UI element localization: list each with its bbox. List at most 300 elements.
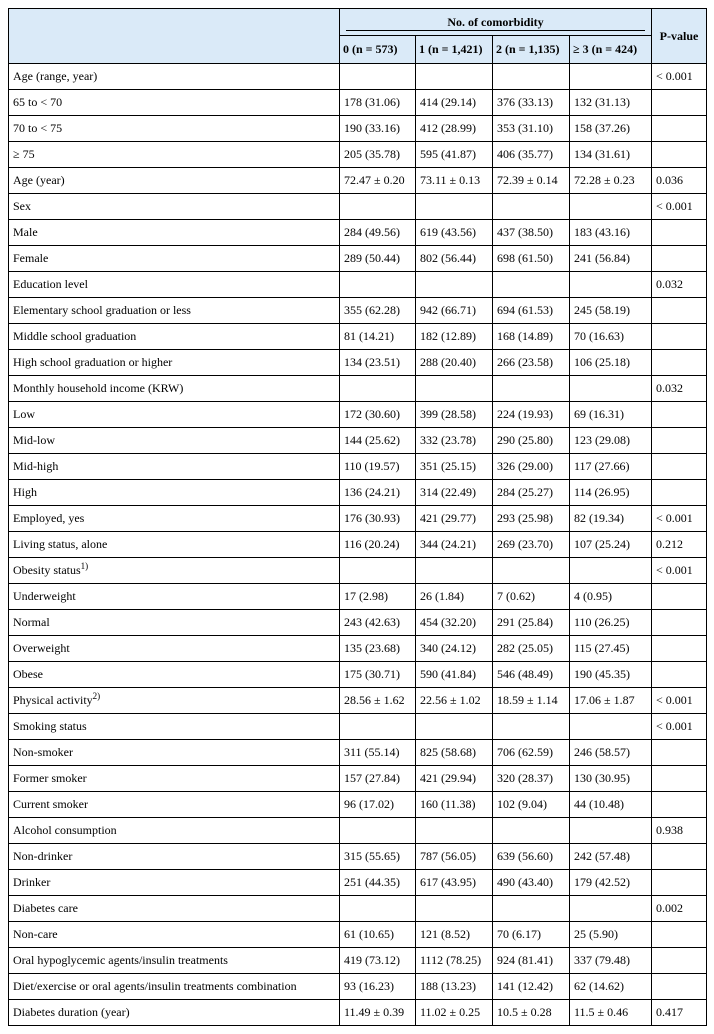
value-cell: 82 (19.34) <box>570 506 652 532</box>
value-cell: 22.56 ± 1.02 <box>416 688 493 714</box>
pvalue-cell <box>652 142 707 168</box>
value-cell: 93 (16.23) <box>340 974 416 1000</box>
value-cell: 176 (30.93) <box>340 506 416 532</box>
value-cell <box>416 558 493 584</box>
pvalue-cell <box>652 922 707 948</box>
row-label: Smoking status <box>13 719 87 733</box>
pvalue-cell <box>652 792 707 818</box>
pvalue-cell: 0.212 <box>652 532 707 558</box>
value-cell: 421 (29.94) <box>416 766 493 792</box>
value-cell: 72.28 ± 0.23 <box>570 168 652 194</box>
value-cell: 115 (27.45) <box>570 636 652 662</box>
value-cell <box>416 194 493 220</box>
value-cell: 251 (44.35) <box>340 870 416 896</box>
table-row <box>9 376 707 402</box>
row-label-cell <box>9 168 340 194</box>
row-label-cell <box>9 662 340 688</box>
value-cell: 183 (43.16) <box>570 220 652 246</box>
group-underline <box>346 30 645 31</box>
row-label: Oral hypoglycemic agents/insulin treatments <box>13 953 228 967</box>
pvalue-cell: 0.036 <box>652 168 707 194</box>
row-label-cell <box>9 246 340 272</box>
value-cell: 141 (12.42) <box>493 974 570 1000</box>
pvalue-cell <box>652 90 707 116</box>
value-cell: 293 (25.98) <box>493 506 570 532</box>
value-cell: 224 (19.93) <box>493 402 570 428</box>
value-cell: 172 (30.60) <box>340 402 416 428</box>
value-cell: 1112 (78.25) <box>416 948 493 974</box>
value-cell: 337 (79.48) <box>570 948 652 974</box>
value-cell: 546 (48.49) <box>493 662 570 688</box>
value-cell <box>570 558 652 584</box>
value-cell: 7 (0.62) <box>493 584 570 610</box>
value-cell: 282 (25.05) <box>493 636 570 662</box>
value-cell: 134 (23.51) <box>340 350 416 376</box>
value-cell: 802 (56.44) <box>416 246 493 272</box>
footnote-marker: 2) <box>92 691 101 701</box>
value-cell: 590 (41.84) <box>416 662 493 688</box>
row-label-cell <box>9 142 340 168</box>
row-label: Age (range, year) <box>13 69 98 83</box>
value-cell: 454 (32.20) <box>416 610 493 636</box>
row-label-cell <box>9 90 340 116</box>
value-cell: 10.5 ± 0.28 <box>493 1000 570 1026</box>
value-cell: 419 (73.12) <box>340 948 416 974</box>
table-row <box>9 246 707 272</box>
row-label-cell <box>9 194 340 220</box>
pvalue-cell <box>652 636 707 662</box>
row-label-cell <box>9 896 340 922</box>
value-cell: 314 (22.49) <box>416 480 493 506</box>
value-cell: 245 (58.19) <box>570 298 652 324</box>
value-cell: 110 (19.57) <box>340 454 416 480</box>
value-cell: 437 (38.50) <box>493 220 570 246</box>
column-header-3-plus: ≥ 3 (n = 424) <box>570 36 652 64</box>
value-cell: 175 (30.71) <box>340 662 416 688</box>
row-label: Alcohol consumption <box>13 823 117 837</box>
table-row <box>9 402 707 428</box>
row-label-cell <box>9 740 340 766</box>
row-label-cell <box>9 818 340 844</box>
value-cell: 182 (12.89) <box>416 324 493 350</box>
value-cell: 414 (29.14) <box>416 90 493 116</box>
pvalue-cell <box>652 324 707 350</box>
value-cell: 160 (11.38) <box>416 792 493 818</box>
value-cell: 332 (23.78) <box>416 428 493 454</box>
value-cell: 168 (14.89) <box>493 324 570 350</box>
row-label: Obesity status <box>13 563 81 577</box>
pvalue-cell <box>652 116 707 142</box>
value-cell <box>416 376 493 402</box>
row-label-cell <box>9 298 340 324</box>
value-cell: 706 (62.59) <box>493 740 570 766</box>
value-cell: 70 (6.17) <box>493 922 570 948</box>
value-cell: 106 (25.18) <box>570 350 652 376</box>
value-cell: 639 (56.60) <box>493 844 570 870</box>
row-label-cell <box>9 584 340 610</box>
table-row <box>9 272 707 298</box>
value-cell: 110 (26.25) <box>570 610 652 636</box>
value-cell: 344 (24.21) <box>416 532 493 558</box>
table-row <box>9 740 707 766</box>
value-cell: 595 (41.87) <box>416 142 493 168</box>
row-label-cell <box>9 506 340 532</box>
value-cell: 924 (81.41) <box>493 948 570 974</box>
value-cell: 284 (25.27) <box>493 480 570 506</box>
value-cell: 698 (61.50) <box>493 246 570 272</box>
value-cell <box>416 818 493 844</box>
row-label: ≥ 75 <box>13 147 35 161</box>
value-cell <box>416 896 493 922</box>
value-cell: 242 (57.48) <box>570 844 652 870</box>
value-cell: 289 (50.44) <box>340 246 416 272</box>
table-row <box>9 428 707 454</box>
table-row <box>9 142 707 168</box>
row-label: Non-drinker <box>13 849 73 863</box>
row-label-cell <box>9 454 340 480</box>
pvalue-cell <box>652 298 707 324</box>
table-row <box>9 350 707 376</box>
pvalue-cell: < 0.001 <box>652 64 707 90</box>
value-cell: 694 (61.53) <box>493 298 570 324</box>
header-row-group <box>9 9 707 36</box>
value-cell: 132 (31.13) <box>570 90 652 116</box>
row-label: Normal <box>13 615 50 629</box>
table-row <box>9 974 707 1000</box>
value-cell: 17.06 ± 1.87 <box>570 688 652 714</box>
value-cell: 72.39 ± 0.14 <box>493 168 570 194</box>
row-label: Mid-low <box>13 433 55 447</box>
value-cell <box>493 194 570 220</box>
value-cell: 355 (62.28) <box>340 298 416 324</box>
value-cell: 96 (17.02) <box>340 792 416 818</box>
value-cell: 4 (0.95) <box>570 584 652 610</box>
comorbidity-group-header <box>340 9 652 36</box>
pvalue-cell <box>652 220 707 246</box>
pvalue-cell <box>652 948 707 974</box>
value-cell: 490 (43.40) <box>493 870 570 896</box>
table-row <box>9 480 707 506</box>
table-row <box>9 506 707 532</box>
value-cell: 311 (55.14) <box>340 740 416 766</box>
pvalue-cell: < 0.001 <box>652 506 707 532</box>
value-cell: 134 (31.61) <box>570 142 652 168</box>
value-cell: 619 (43.56) <box>416 220 493 246</box>
row-label: Current smoker <box>13 797 88 811</box>
value-cell <box>493 896 570 922</box>
table-row <box>9 116 707 142</box>
value-cell <box>493 818 570 844</box>
row-label-cell <box>9 844 340 870</box>
footnote-marker: 1) <box>80 561 89 571</box>
value-cell: 326 (29.00) <box>493 454 570 480</box>
value-cell: 11.5 ± 0.46 <box>570 1000 652 1026</box>
pvalue-cell <box>652 480 707 506</box>
row-label-cell <box>9 974 340 1000</box>
value-cell: 135 (23.68) <box>340 636 416 662</box>
pvalue-cell <box>652 662 707 688</box>
table-row <box>9 792 707 818</box>
row-label: High school graduation or higher <box>13 355 173 369</box>
value-cell: 117 (27.66) <box>570 454 652 480</box>
value-cell: 157 (27.84) <box>340 766 416 792</box>
row-label: Diabetes care <box>13 901 78 915</box>
value-cell: 412 (28.99) <box>416 116 493 142</box>
row-label: Non-smoker <box>13 745 73 759</box>
value-cell <box>340 376 416 402</box>
row-label: Sex <box>13 199 31 213</box>
row-label-cell <box>9 636 340 662</box>
pvalue-cell <box>652 246 707 272</box>
value-cell <box>340 896 416 922</box>
row-label: Low <box>13 407 35 421</box>
pvalue-cell: 0.002 <box>652 896 707 922</box>
pvalue-cell: 0.032 <box>652 376 707 402</box>
value-cell: 288 (20.40) <box>416 350 493 376</box>
value-cell <box>570 194 652 220</box>
row-label-cell <box>9 792 340 818</box>
value-cell: 190 (45.35) <box>570 662 652 688</box>
table-row <box>9 688 707 714</box>
value-cell: 44 (10.48) <box>570 792 652 818</box>
value-cell <box>416 714 493 740</box>
value-cell: 243 (42.63) <box>340 610 416 636</box>
table-row <box>9 532 707 558</box>
table-row <box>9 636 707 662</box>
column-header-0: 0 (n = 573) <box>340 36 416 64</box>
pvalue-cell <box>652 766 707 792</box>
pvalue-cell: < 0.001 <box>652 688 707 714</box>
value-cell <box>340 272 416 298</box>
value-cell: 18.59 ± 1.14 <box>493 688 570 714</box>
row-label-cell <box>9 610 340 636</box>
row-label: Overweight <box>13 641 70 655</box>
pvalue-cell <box>652 740 707 766</box>
row-label: Monthly household income (KRW) <box>13 381 184 395</box>
row-label-cell <box>9 428 340 454</box>
table-row <box>9 922 707 948</box>
column-header-2: 2 (n = 1,135) <box>493 36 570 64</box>
value-cell: 144 (25.62) <box>340 428 416 454</box>
value-cell: 158 (37.26) <box>570 116 652 142</box>
table-row <box>9 584 707 610</box>
column-header-1: 1 (n = 1,421) <box>416 36 493 64</box>
value-cell: 26 (1.84) <box>416 584 493 610</box>
pvalue-cell <box>652 428 707 454</box>
value-cell: 121 (8.52) <box>416 922 493 948</box>
row-label: Living status, alone <box>13 537 108 551</box>
pvalue-cell: < 0.001 <box>652 194 707 220</box>
pvalue-cell <box>652 402 707 428</box>
value-cell <box>340 558 416 584</box>
row-label-cell <box>9 220 340 246</box>
value-cell <box>340 818 416 844</box>
row-label: Physical activity <box>13 693 93 707</box>
value-cell <box>570 714 652 740</box>
value-cell: 114 (26.95) <box>570 480 652 506</box>
row-label-cell <box>9 558 340 584</box>
value-cell: 205 (35.78) <box>340 142 416 168</box>
value-cell: 179 (42.52) <box>570 870 652 896</box>
row-label-cell <box>9 948 340 974</box>
row-label: 65 to < 70 <box>13 95 63 109</box>
value-cell <box>416 272 493 298</box>
pvalue-header: P-value <box>652 9 707 64</box>
value-cell: 73.11 ± 0.13 <box>416 168 493 194</box>
value-cell: 107 (25.24) <box>570 532 652 558</box>
value-cell: 617 (43.95) <box>416 870 493 896</box>
value-cell: 81 (14.21) <box>340 324 416 350</box>
value-cell: 123 (29.08) <box>570 428 652 454</box>
table-row <box>9 168 707 194</box>
row-label: 70 to < 75 <box>13 121 63 135</box>
value-cell: 269 (23.70) <box>493 532 570 558</box>
row-label: Male <box>13 225 38 239</box>
value-cell <box>570 818 652 844</box>
value-cell: 116 (20.24) <box>340 532 416 558</box>
table-row <box>9 662 707 688</box>
value-cell: 11.02 ± 0.25 <box>416 1000 493 1026</box>
row-label-cell <box>9 64 340 90</box>
value-cell: 353 (31.10) <box>493 116 570 142</box>
value-cell: 69 (16.31) <box>570 402 652 428</box>
value-cell: 25 (5.90) <box>570 922 652 948</box>
row-label-cell <box>9 480 340 506</box>
row-label: Age (year) <box>13 173 65 187</box>
value-cell: 340 (24.12) <box>416 636 493 662</box>
value-cell: 284 (49.56) <box>340 220 416 246</box>
table-row <box>9 844 707 870</box>
row-label: Education level <box>13 277 88 291</box>
row-label-cell <box>9 532 340 558</box>
value-cell <box>340 714 416 740</box>
value-cell <box>340 64 416 90</box>
value-cell: 406 (35.77) <box>493 142 570 168</box>
value-cell <box>570 272 652 298</box>
row-label: Elementary school graduation or less <box>13 303 191 317</box>
table-body <box>9 64 707 1026</box>
value-cell: 28.56 ± 1.62 <box>340 688 416 714</box>
pvalue-cell <box>652 454 707 480</box>
value-cell: 70 (16.63) <box>570 324 652 350</box>
value-cell: 188 (13.23) <box>416 974 493 1000</box>
table-row <box>9 220 707 246</box>
value-cell <box>570 64 652 90</box>
table-row <box>9 948 707 974</box>
value-cell <box>493 272 570 298</box>
value-cell: 320 (28.37) <box>493 766 570 792</box>
pvalue-cell <box>652 584 707 610</box>
value-cell <box>570 896 652 922</box>
value-cell: 17 (2.98) <box>340 584 416 610</box>
row-label: Underweight <box>13 589 76 603</box>
value-cell: 290 (25.80) <box>493 428 570 454</box>
table-row <box>9 610 707 636</box>
row-label: Mid-high <box>13 459 59 473</box>
row-label: Diabetes duration (year) <box>13 1005 130 1019</box>
value-cell <box>493 376 570 402</box>
table-row <box>9 714 707 740</box>
table-row <box>9 818 707 844</box>
row-label: Non-care <box>13 927 58 941</box>
value-cell <box>493 558 570 584</box>
table-row <box>9 194 707 220</box>
value-cell: 787 (56.05) <box>416 844 493 870</box>
pvalue-cell <box>652 974 707 1000</box>
table-row <box>9 766 707 792</box>
row-label: Female <box>13 251 49 265</box>
table-row <box>9 1000 707 1026</box>
value-cell: 241 (56.84) <box>570 246 652 272</box>
row-label-cell <box>9 766 340 792</box>
row-label-cell <box>9 870 340 896</box>
row-label-cell <box>9 402 340 428</box>
value-cell: 266 (23.58) <box>493 350 570 376</box>
value-cell: 178 (31.06) <box>340 90 416 116</box>
pvalue-cell: < 0.001 <box>652 558 707 584</box>
value-cell: 399 (28.58) <box>416 402 493 428</box>
value-cell: 376 (33.13) <box>493 90 570 116</box>
value-cell <box>493 64 570 90</box>
pvalue-cell: < 0.001 <box>652 714 707 740</box>
header-blank-cell <box>9 9 340 64</box>
row-label: Middle school graduation <box>13 329 137 343</box>
value-cell: 315 (55.65) <box>340 844 416 870</box>
table-header <box>9 9 707 64</box>
comorbidity-table <box>8 8 707 1026</box>
value-cell: 825 (58.68) <box>416 740 493 766</box>
pvalue-cell <box>652 870 707 896</box>
value-cell: 130 (30.95) <box>570 766 652 792</box>
row-label: Former smoker <box>13 771 87 785</box>
value-cell: 351 (25.15) <box>416 454 493 480</box>
table-row <box>9 896 707 922</box>
row-label-cell <box>9 688 340 714</box>
value-cell: 421 (29.77) <box>416 506 493 532</box>
value-cell <box>493 714 570 740</box>
value-cell <box>416 64 493 90</box>
table-row <box>9 324 707 350</box>
table-row <box>9 298 707 324</box>
row-label-cell <box>9 922 340 948</box>
row-label: High <box>13 485 37 499</box>
pvalue-cell <box>652 610 707 636</box>
value-cell: 942 (66.71) <box>416 298 493 324</box>
row-label-cell <box>9 1000 340 1026</box>
pvalue-cell <box>652 844 707 870</box>
row-label-cell <box>9 714 340 740</box>
pvalue-cell <box>652 350 707 376</box>
value-cell: 72.47 ± 0.20 <box>340 168 416 194</box>
row-label-cell <box>9 272 340 298</box>
comorbidity-group-label: No. of comorbidity <box>447 14 544 29</box>
table-row <box>9 558 707 584</box>
row-label: Obese <box>13 667 43 681</box>
row-label: Drinker <box>13 875 51 889</box>
value-cell: 62 (14.62) <box>570 974 652 1000</box>
value-cell: 136 (24.21) <box>340 480 416 506</box>
table-row <box>9 870 707 896</box>
row-label: Employed, yes <box>13 511 85 525</box>
row-label-cell <box>9 324 340 350</box>
value-cell <box>340 194 416 220</box>
value-cell: 190 (33.16) <box>340 116 416 142</box>
pvalue-cell: 0.417 <box>652 1000 707 1026</box>
row-label-cell <box>9 116 340 142</box>
value-cell <box>570 376 652 402</box>
row-label: Diet/exercise or oral agents/insulin treatments combination <box>13 979 297 993</box>
value-cell: 246 (58.57) <box>570 740 652 766</box>
